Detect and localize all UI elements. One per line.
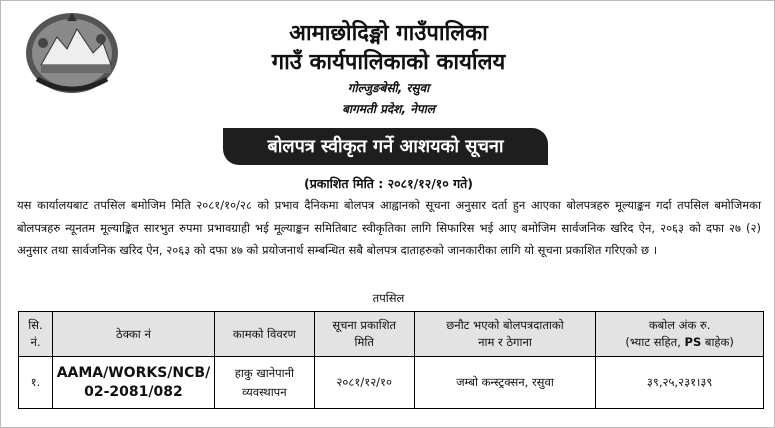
notice-body: यस कार्यालयबाट तपसिल बमोजिम मिति २०८१/१०/२८ को प्रभाव दैनिकमा बोलपत्र आह्वानको सूचना अनुसार दर्ता हुन आएका बोलपत्रहरु मूल्याङ्कन गर्दा तपसिल बमोजिमका बोलपत्रहरु न्यूनतम मूल्याङ्कित सारभुत रुपमा प्रभावग्राही भई मूल्याङ्कन समितिबाट स्वीकृतिका लागि सिफारिस भई आए बमोजिम सार्वजनिक खरिद ऐन, २०६३ को दफा २७ (२) अनुसार तथा सार्वजनिक खरिद ऐन, २०६३ को दफा ४७ को प्रयोजनार्थ सम्बन्धित सबै बोलपत्र दाताहरुको जानकारीका लागि यो सूचना प्रकाशित गरिएको छ । [17,198,761,257]
cell-amount: ३९,२५,२३१।३९ [596,357,764,409]
published-date: (प्रकाशित मिति : २०८१/१२/१० गते) [303,176,473,191]
schedule-label: तपसिल [372,291,405,305]
cell-sn: १. [19,357,53,409]
header-sn: सि. नं. [19,312,53,357]
cell-contract-no: AAMA/WORKS/NCB/ 02-2081/082 [52,357,214,409]
table-row [19,357,764,409]
bid-table [18,311,764,409]
table-header-row [19,312,764,357]
office-location: गोल्जुङबेसी, रसुवा [347,81,430,95]
header-publish-date: सूचना प्रकाशित मिति [314,312,414,357]
header-amount: कबोल अंक रु. (भ्याट सहित, PS बाहेक) [596,312,764,357]
province-name: बागमती प्रदेश, नेपाल [342,102,435,116]
municipality-title: आमाछोदिङ्मो गाउँपालिका [289,21,488,46]
cell-bidder: जम्बो कन्स्ट्रक्सन, रसुवा [414,357,596,409]
header-bidder: छनौट भएको बोलपत्रदाताको नाम र ठेगाना [414,312,596,357]
header-work-desc: कामको विवरण [214,312,314,357]
notice-title-banner: बोलपत्र स्वीकृत गर्ने आशयको सूचना [223,128,548,165]
office-title: गाउँ कार्यपालिकाको कार्यालय [271,50,506,75]
cell-work-desc: हाकु खानेपानी व्यवस्थापन [214,357,314,409]
cell-publish-date: २०८१/१२/१० [314,357,414,409]
header-contract-no: ठेक्का नं [52,312,214,357]
